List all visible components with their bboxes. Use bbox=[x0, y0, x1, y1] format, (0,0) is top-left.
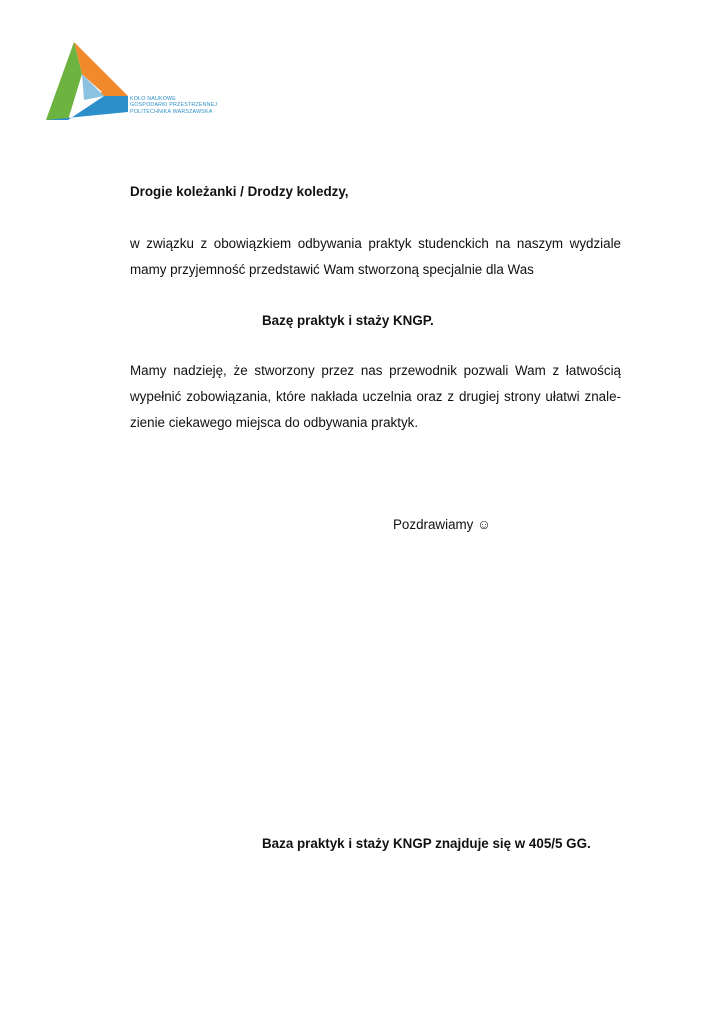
logo-line-1: KOŁO NAUKOWE bbox=[130, 96, 176, 102]
paragraph-1-line-2: mamy przyjemność przedstawić Wam stworzoną specjalnie dla Was bbox=[130, 262, 534, 277]
triangle-logo-icon bbox=[44, 40, 134, 124]
logo-line-3: POLITECHNIKA WARSZAWSKA bbox=[130, 108, 213, 115]
logo-caption bbox=[130, 96, 217, 115]
footer-note: Baza praktyk i staży KNGP znajduje się w 405/5 GG. bbox=[262, 836, 591, 851]
greeting: Drogie koleżanki / Drodzy koledzy, bbox=[130, 184, 349, 199]
paragraph-2-line-2: wypełnić zobowiązania, które nakłada uczelnia oraz z drugiej strony ułatwi znale- bbox=[130, 389, 621, 404]
logo-line-2: GOSPODARKI PRZESTRZENNEJ bbox=[130, 102, 218, 109]
kngp-logo bbox=[44, 40, 218, 124]
baza-title: Bazę praktyk i staży KNGP. bbox=[262, 313, 434, 328]
closing: Pozdrawiamy ☺ bbox=[393, 517, 491, 532]
paragraph-2-line-1: Mamy nadzieję, że stworzony przez nas przewodnik pozwali Wam z łatwością bbox=[130, 363, 621, 378]
paragraph-2-line-3: zienie ciekawego miejsca do odbywania praktyk. bbox=[130, 415, 419, 430]
paragraph-1-line-1: w związku z obowiązkiem odbywania praktyk studenckich na naszym wydziale bbox=[130, 236, 621, 251]
